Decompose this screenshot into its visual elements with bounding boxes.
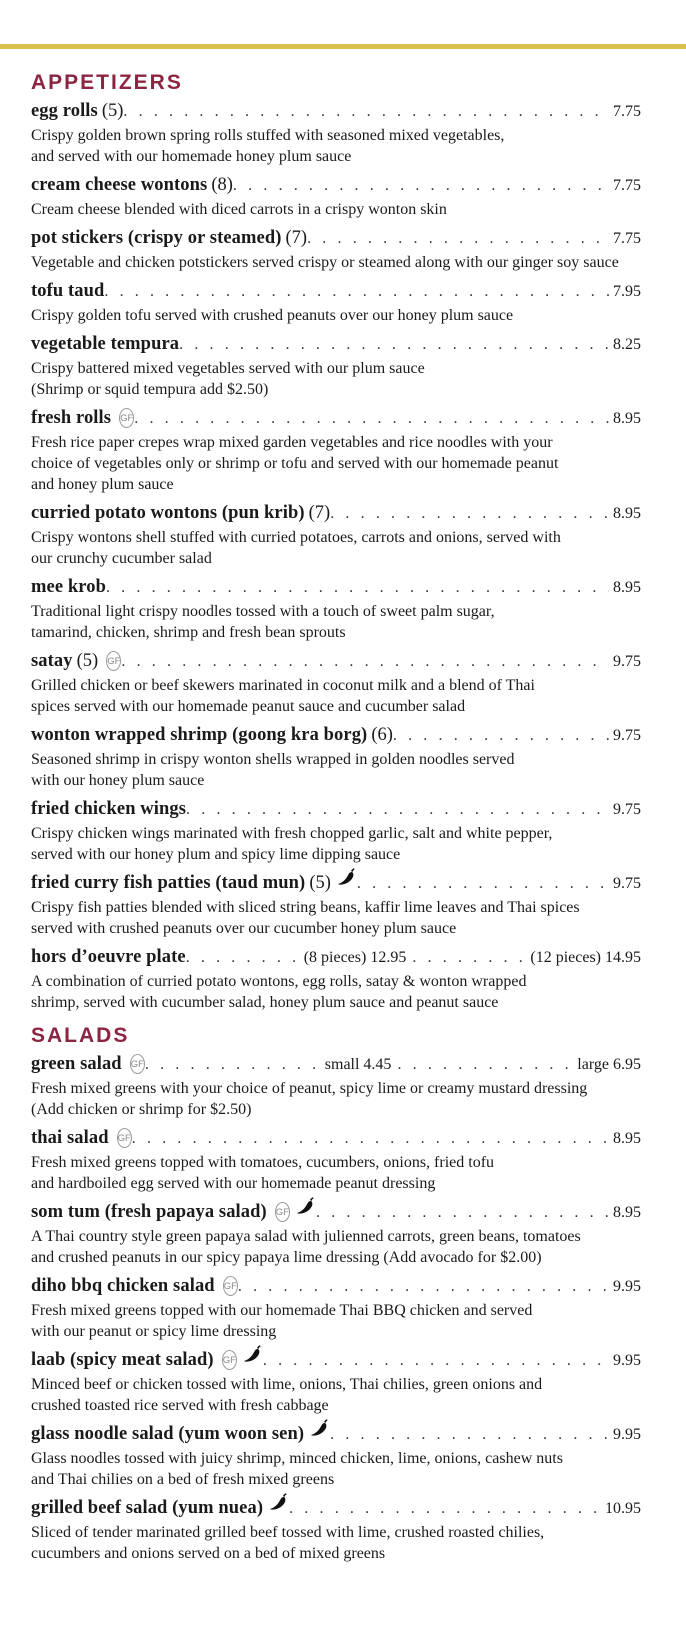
description-line: shrimp, served with cucumber salad, honey plum sauce and peanut sauce [31, 994, 499, 1011]
gluten-free-icon: GF [106, 651, 121, 671]
item-price: 9.95 [613, 1426, 641, 1443]
item-price: 8.95 [613, 505, 641, 522]
item-description [31, 1374, 663, 1416]
description-line: Minced beef or chicken tossed with lime, onions, Thai chilies, green onions and [31, 1376, 543, 1393]
menu-item [31, 278, 663, 326]
description-line: A combination of curried potato wontons, egg rolls, satay & wonton wrapped [31, 973, 527, 990]
menu-item [31, 1199, 663, 1268]
item-name: thai salad [31, 1128, 109, 1148]
description-line: with our honey plum sauce [31, 772, 205, 789]
menu-item [31, 1125, 663, 1194]
top-rule [0, 44, 686, 49]
item-size-price: small 4.45 [324, 1056, 392, 1073]
description-line: spices served with our homemade peanut sauce and cucumber salad [31, 698, 466, 715]
item-count: (5) [76, 651, 99, 671]
dot-leader [307, 225, 609, 252]
menu-item-header [31, 500, 641, 527]
item-price: 7.75 [613, 103, 641, 120]
dot-leader [186, 944, 304, 971]
menu-item-header [31, 1273, 641, 1300]
item-description [31, 125, 663, 167]
description-line: Crispy golden brown spring rolls stuffed with seasoned mixed vegetables, [31, 127, 505, 144]
dot-leader [132, 1125, 609, 1152]
chili-pepper-icon [296, 1197, 316, 1224]
menu-item [31, 1347, 663, 1416]
menu-item-header [31, 1495, 641, 1522]
dot-leader [412, 944, 530, 971]
item-name: green salad [31, 1054, 122, 1074]
section-title-salads: SALADS [31, 1024, 130, 1047]
description-line: and crushed peanuts in our spicy papaya lime dressing (Add avocado for $2.00) [31, 1249, 542, 1266]
item-name: fried curry fish patties (taud mun) [31, 873, 306, 893]
description-line: and Thai chilies on a bed of fresh mixed greens [31, 1471, 335, 1488]
menu-item-header [31, 574, 641, 601]
description-line: Fresh mixed greens topped with our homemade Thai BBQ chicken and served [31, 1302, 533, 1319]
chili-pepper-icon [310, 1419, 330, 1446]
item-description [31, 199, 663, 220]
dot-leader [330, 1421, 609, 1448]
menu-item [31, 648, 663, 717]
menu-item [31, 1273, 663, 1342]
item-description [31, 749, 663, 791]
description-line: and honey plum sauce [31, 476, 174, 493]
menu-item [31, 500, 663, 569]
item-description [31, 1078, 663, 1120]
item-size-price: large 6.95 [577, 1056, 641, 1073]
dot-leader [134, 405, 609, 432]
description-line: crushed toasted rice served with fresh cabbage [31, 1397, 329, 1414]
item-description [31, 1226, 663, 1268]
menu-item-header [31, 796, 641, 823]
menu-item-header [31, 1421, 641, 1448]
menu-item [31, 331, 663, 400]
menu-item-header [31, 1347, 641, 1374]
description-line: (Add chicken or shrimp for $2.50) [31, 1101, 252, 1118]
item-name: diho bbq chicken salad [31, 1276, 215, 1296]
menu-item [31, 796, 663, 865]
description-line: Glass noodles tossed with juicy shrimp, minced chicken, lime, onions, cashew nuts [31, 1450, 563, 1467]
item-description [31, 305, 663, 326]
menu-item [31, 722, 663, 791]
item-name: laab (spicy meat salad) [31, 1350, 214, 1370]
description-line: Seasoned shrimp in crispy wonton shells wrapped in golden noodles served [31, 751, 515, 768]
item-name: hors d’oeuvre plate [31, 947, 186, 967]
item-description [31, 601, 663, 643]
dot-leader [238, 1273, 609, 1300]
description-line: Sliced of tender marinated grilled beef tossed with lime, crushed roasted chilies, [31, 1524, 545, 1541]
item-price: 9.95 [613, 1278, 641, 1295]
item-description [31, 1300, 663, 1342]
dot-leader [397, 1051, 577, 1078]
item-price: 8.95 [613, 1130, 641, 1147]
gluten-free-icon: GF [223, 1276, 238, 1296]
description-line: Grilled chicken or beef skewers marinated in coconut milk and a blend of Thai [31, 677, 535, 694]
description-line: Crispy golden tofu served with crushed peanuts over our honey plum sauce [31, 307, 514, 324]
description-line: Crispy wontons shell stuffed with curried potatoes, carrots and onions, served with [31, 529, 561, 546]
item-price: 7.75 [613, 230, 641, 247]
item-description [31, 358, 663, 400]
item-name: wonton wrapped shrimp (goong kra borg) [31, 725, 368, 745]
item-description [31, 897, 663, 939]
chili-pepper-icon [269, 1493, 289, 1520]
item-name: curried potato wontons (pun krib) [31, 503, 305, 523]
menu-item-header [31, 98, 641, 125]
item-name: vegetable tempura [31, 334, 180, 354]
item-description [31, 432, 663, 495]
description-line: cucumbers and onions served on a bed of mixed greens [31, 1545, 386, 1562]
description-line: Traditional light crispy noodles tossed with a touch of sweet palm sugar, [31, 603, 495, 620]
item-price: 10.95 [605, 1500, 641, 1517]
menu-item-header [31, 1199, 641, 1226]
description-line: with our peanut or spicy lime dressing [31, 1323, 277, 1340]
item-price: 9.75 [613, 875, 641, 892]
item-price: 7.95 [613, 283, 641, 300]
section-title-appetizers: APPETIZERS [31, 71, 183, 94]
menu-item-header [31, 331, 641, 358]
item-name: cream cheese wontons [31, 175, 208, 195]
description-line: tamarind, chicken, shrimp and fresh bean sprouts [31, 624, 346, 641]
dot-leader [179, 331, 609, 358]
description-line: our crunchy cucumber salad [31, 550, 212, 567]
description-line: and hardboiled egg served with our homemade peanut dressing [31, 1175, 436, 1192]
description-line: served with our honey plum and spicy lime dipping sauce [31, 846, 401, 863]
menu-item [31, 944, 663, 1013]
dot-leader [186, 796, 609, 823]
item-name: som tum (fresh papaya salad) [31, 1202, 267, 1222]
item-price: 9.75 [613, 653, 641, 670]
menu-item [31, 405, 663, 495]
menu-item-header [31, 870, 641, 897]
item-price: 8.95 [613, 1204, 641, 1221]
description-line: Fresh rice paper crepes wrap mixed garden vegetables and rice noodles with your [31, 434, 553, 451]
item-name: grilled beef salad (yum nuea) [31, 1498, 264, 1518]
description-line: Fresh mixed greens topped with tomatoes, cucumbers, onions, fried tofu [31, 1154, 495, 1171]
item-description [31, 1152, 663, 1194]
item-price: 8.95 [613, 579, 641, 596]
description-line: Vegetable and chicken potstickers served crispy or steamed along with our ginger soy sauce [31, 254, 619, 271]
menu-item-header [31, 648, 641, 675]
description-line: A Thai country style green papaya salad with julienned carrots, green beans, tomatoes [31, 1228, 581, 1245]
dot-leader [289, 1495, 601, 1522]
gluten-free-icon: GF [119, 408, 134, 428]
item-name: fresh rolls [31, 408, 112, 428]
menu-item-header [31, 1051, 641, 1078]
item-description [31, 971, 663, 1013]
item-size-price: (12 pieces) 14.95 [530, 949, 641, 966]
menu-item-header [31, 278, 641, 305]
item-description [31, 823, 663, 865]
menu-item [31, 1421, 663, 1490]
item-description [31, 675, 663, 717]
menu-item [31, 225, 663, 273]
gluten-free-icon: GF [275, 1202, 290, 1222]
item-count: (6) [371, 725, 393, 745]
item-price: 9.75 [613, 801, 641, 818]
menu-item-header [31, 405, 641, 432]
item-description [31, 1522, 663, 1564]
description-line: Crispy fish patties blended with sliced string beans, kaffir lime leaves and Thai spices [31, 899, 580, 916]
dot-leader [106, 574, 609, 601]
menu-item [31, 172, 663, 220]
gluten-free-icon: GF [117, 1128, 132, 1148]
description-line: Crispy battered mixed vegetables served with our plum sauce [31, 360, 425, 377]
description-line: Crispy chicken wings marinated with fresh chopped garlic, salt and white pepper, [31, 825, 553, 842]
item-count: (7) [285, 228, 308, 248]
item-name: pot stickers (crispy or steamed) [31, 228, 282, 248]
menu-item-header [31, 1125, 641, 1152]
item-price: 8.25 [613, 336, 641, 353]
chili-pepper-icon [337, 868, 357, 895]
gluten-free-icon: GF [130, 1054, 145, 1074]
description-line: Fresh mixed greens with your choice of peanut, spicy lime or creamy mustard dressing [31, 1080, 588, 1097]
item-name: satay [31, 651, 73, 671]
dot-leader [393, 722, 609, 749]
item-price: 9.95 [613, 1352, 641, 1369]
menu-item [31, 1051, 663, 1120]
description-line: and served with our homemade honey plum sauce [31, 148, 352, 165]
description-line: served with crushed peanuts over our cucumber honey plum sauce [31, 920, 457, 937]
item-description [31, 527, 663, 569]
item-size-price: (8 pieces) 12.95 [303, 949, 407, 966]
item-price: 9.75 [613, 727, 641, 744]
dot-leader [233, 172, 609, 199]
menu-item-header [31, 172, 641, 199]
item-count: (5) [101, 101, 124, 121]
description-line: Cream cheese blended with diced carrots in a crispy wonton skin [31, 201, 447, 218]
item-description [31, 252, 663, 273]
dot-leader [104, 278, 609, 305]
menu-item [31, 98, 663, 167]
dot-leader [357, 870, 609, 897]
dot-leader [316, 1199, 609, 1226]
menu-item-header [31, 225, 641, 252]
item-count: (5) [309, 873, 331, 893]
item-price: 7.75 [613, 177, 641, 194]
dot-leader [121, 648, 609, 675]
dot-leader [263, 1347, 609, 1374]
description-line: (Shrimp or squid tempura add $2.50) [31, 381, 269, 398]
chili-pepper-icon [243, 1345, 263, 1372]
item-name: mee krob [31, 577, 106, 597]
menu-item [31, 870, 663, 939]
item-price: 8.95 [613, 410, 641, 427]
item-name: fried chicken wings [31, 799, 187, 819]
item-name: tofu taud [31, 281, 105, 301]
menu [31, 68, 663, 1569]
dot-leader [145, 1051, 325, 1078]
description-line: choice of vegetables only or shrimp or tofu and served with our homemade peanut [31, 455, 559, 472]
dot-leader [123, 98, 609, 125]
menu-item [31, 574, 663, 643]
item-count: (7) [308, 503, 331, 523]
item-count: (8) [211, 175, 233, 195]
gluten-free-icon: GF [222, 1350, 237, 1370]
item-description [31, 1448, 663, 1490]
item-name: egg rolls [31, 101, 98, 121]
menu-item [31, 1495, 663, 1564]
menu-item-header [31, 722, 641, 749]
menu-item-header [31, 944, 641, 971]
item-name: glass noodle salad (yum woon sen) [31, 1424, 305, 1444]
dot-leader [330, 500, 609, 527]
